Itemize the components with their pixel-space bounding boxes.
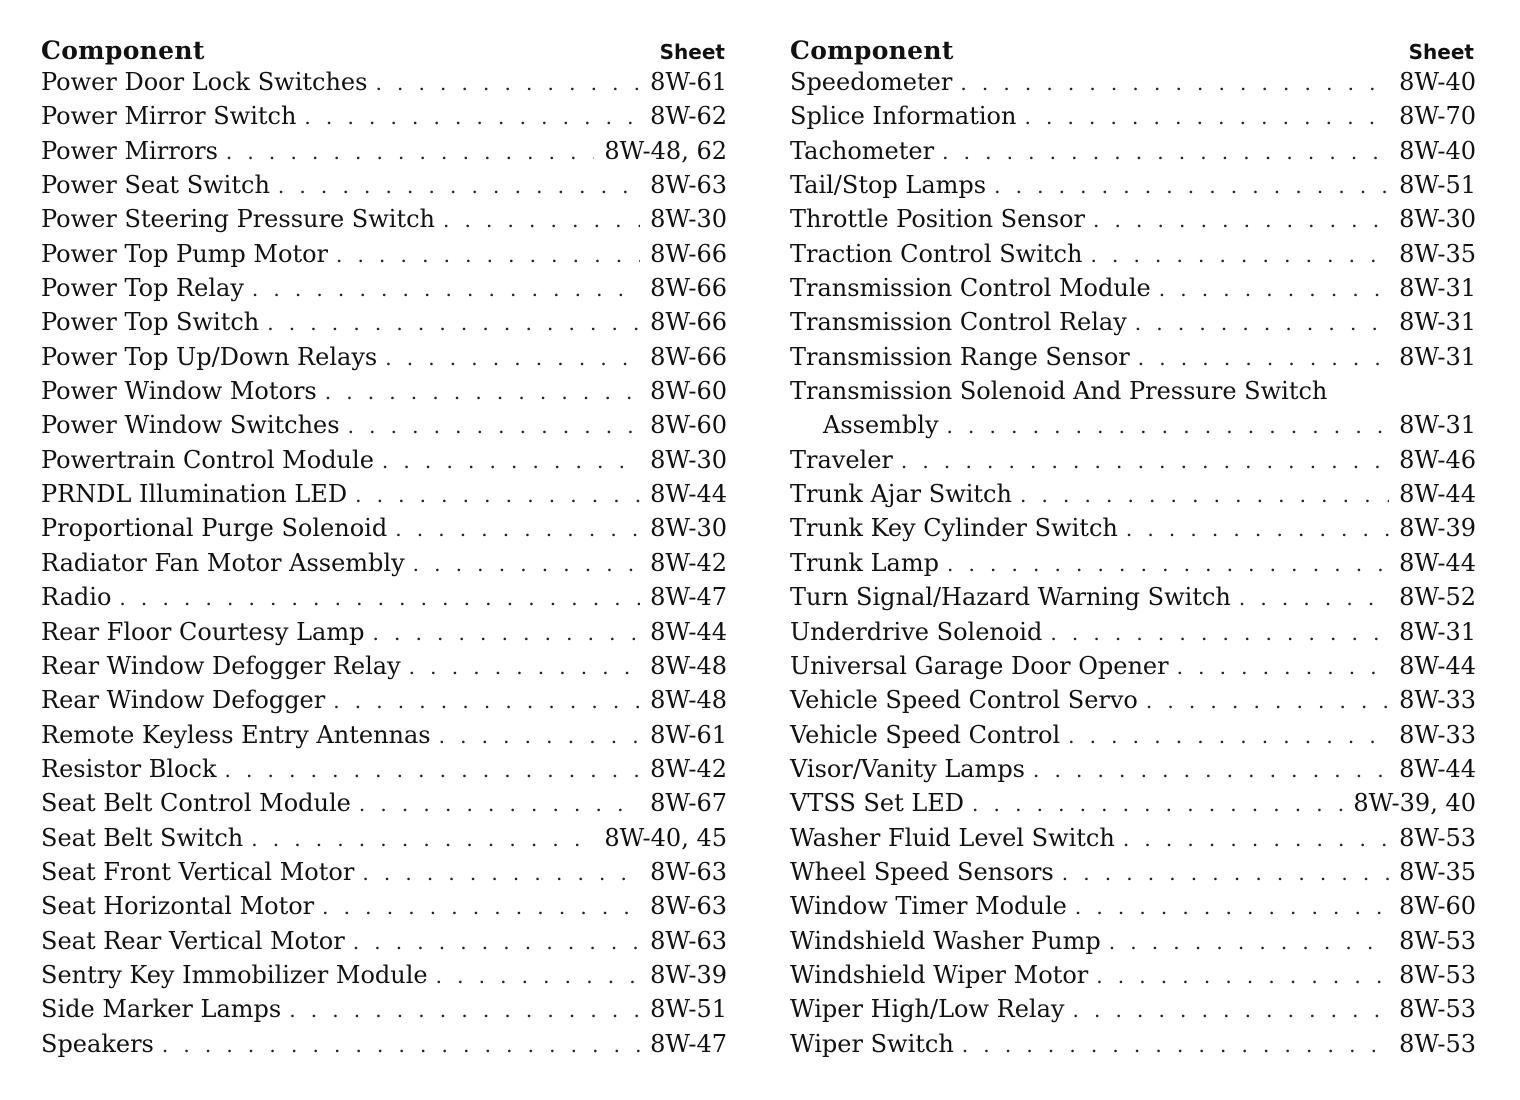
component-header: Component (41, 36, 205, 65)
component-entry (790, 755, 1476, 789)
sheet-number: 8W-31 (1399, 617, 1476, 646)
component-name: Rear Window Defogger (41, 686, 326, 715)
component-entry (790, 240, 1476, 274)
component-entry (41, 446, 727, 480)
sheet-number: 8W-63 (650, 857, 727, 886)
component-entry (790, 858, 1476, 892)
dot-leader (289, 998, 640, 1022)
component-name: Power Top Relay (41, 274, 244, 303)
component-entry (41, 137, 727, 171)
dot-leader (994, 174, 1389, 198)
sheet-number: 8W-61 (650, 68, 727, 96)
sheet-number: 8W-44 (1399, 651, 1476, 680)
dot-leader (359, 792, 640, 816)
dot-leader (333, 689, 640, 713)
dot-leader (375, 71, 640, 95)
sheet-number: 8W-53 (1399, 960, 1476, 989)
component-entry (790, 892, 1476, 926)
component-name: Underdrive Solenoid (790, 617, 1043, 646)
component-entry (790, 68, 1476, 102)
dot-leader (1090, 243, 1389, 267)
component-entry (790, 652, 1476, 686)
component-name: Transmission Control Module (790, 274, 1151, 303)
component-name: Vehicle Speed Control Servo (790, 686, 1138, 715)
component-entry (41, 652, 727, 686)
sheet-number: 8W-31 (1399, 411, 1476, 440)
dot-leader (443, 208, 640, 232)
sheet-number: 8W-47 (650, 583, 727, 612)
sheet-number: 8W-42 (650, 754, 727, 783)
component-header: Component (790, 36, 954, 65)
dot-leader (325, 380, 640, 404)
component-entry (41, 824, 727, 858)
component-name: Wheel Speed Sensors (790, 857, 1054, 886)
dot-leader (372, 621, 640, 645)
component-entry (790, 824, 1476, 858)
sheet-number: 8W-44 (1399, 754, 1476, 783)
component-entry (790, 995, 1476, 1029)
component-entry (41, 480, 727, 514)
dot-leader (1024, 105, 1389, 129)
component-name: Trunk Ajar Switch (790, 480, 1012, 509)
dot-leader (162, 1033, 640, 1057)
dot-leader (1020, 483, 1389, 507)
component-name: Seat Front Vertical Motor (41, 857, 355, 886)
component-entry (790, 343, 1476, 377)
right-column (790, 36, 1476, 1064)
component-name: Rear Window Defogger Relay (41, 651, 401, 680)
sheet-number: 8W-39 (650, 960, 727, 989)
dot-leader (362, 861, 640, 885)
sheet-number: 8W-40, 45 (604, 823, 727, 852)
left-component-list (41, 68, 727, 1064)
component-name: Trunk Key Cylinder Switch (790, 514, 1118, 543)
component-entry (41, 755, 727, 789)
component-entry (41, 205, 727, 239)
dot-leader (322, 895, 640, 919)
component-name: Splice Information (790, 102, 1017, 131)
component-entry (41, 343, 727, 377)
component-name: Sentry Key Immobilizer Module (41, 960, 428, 989)
component-entry (790, 1030, 1476, 1064)
dot-leader (395, 517, 640, 541)
sheet-number: 8W-42 (650, 548, 727, 577)
dot-leader (1075, 895, 1389, 919)
dot-leader (947, 552, 1389, 576)
component-entry (41, 274, 727, 308)
component-entry (790, 137, 1476, 171)
component-name: Power Mirrors (41, 136, 218, 165)
component-name: Speedometer (790, 68, 953, 96)
sheet-number: 8W-40 (1399, 136, 1476, 165)
dot-leader (947, 414, 1390, 438)
component-name: Powertrain Control Module (41, 445, 374, 474)
component-name: Seat Belt Switch (41, 823, 244, 852)
component-entry (790, 274, 1476, 308)
dot-leader (436, 964, 641, 988)
component-entry (41, 858, 727, 892)
left-header-row (41, 36, 727, 68)
dot-leader (353, 930, 640, 954)
sheet-number: 8W-66 (650, 239, 727, 268)
component-name: Traction Control Switch (790, 239, 1083, 268)
sheet-number: 8W-35 (1399, 239, 1476, 268)
component-entry (790, 583, 1476, 617)
sheet-number: 8W-31 (1399, 308, 1476, 337)
sheet-number: 8W-39, 40 (1353, 789, 1476, 818)
sheet-number: 8W-33 (1399, 686, 1476, 715)
sheet-number: 8W-53 (1399, 926, 1476, 955)
component-entry (41, 68, 727, 102)
sheet-number: 8W-44 (1399, 480, 1476, 509)
sheet-number: 8W-66 (650, 342, 727, 371)
dot-leader (355, 483, 640, 507)
component-name: Traveler (790, 445, 893, 474)
sheet-number: 8W-60 (1399, 892, 1476, 921)
sheet-number: 8W-30 (650, 445, 727, 474)
component-entry (41, 171, 727, 205)
dot-leader (960, 71, 1389, 95)
component-entry (790, 549, 1476, 583)
dot-leader (1146, 689, 1389, 713)
component-name: Speakers (41, 1029, 154, 1058)
component-name: Wiper High/Low Relay (790, 995, 1065, 1024)
sheet-number: 8W-51 (1399, 171, 1476, 200)
component-name: Power Steering Pressure Switch (41, 205, 435, 234)
component-entry (41, 995, 727, 1029)
dot-leader (1177, 655, 1390, 679)
component-name: Universal Garage Door Opener (790, 651, 1169, 680)
component-entry (41, 308, 727, 342)
sheet-number: 8W-48 (650, 651, 727, 680)
component-entry (790, 205, 1476, 239)
dot-leader (348, 414, 641, 438)
dot-leader (942, 140, 1389, 164)
component-name: Visor/Vanity Lamps (790, 754, 1025, 783)
component-entry (790, 102, 1476, 136)
component-entry (41, 789, 727, 823)
sheet-number: 8W-60 (650, 377, 727, 406)
component-name: Tachometer (790, 136, 935, 165)
sheet-number: 8W-35 (1399, 857, 1476, 886)
sheet-number: 8W-66 (650, 308, 727, 337)
component-name: Seat Belt Control Module (41, 789, 351, 818)
sheet-number: 8W-70 (1399, 102, 1476, 131)
component-entry (41, 514, 727, 548)
component-entry (41, 377, 727, 411)
dot-leader (226, 140, 594, 164)
dot-leader (1123, 827, 1389, 851)
component-entry (790, 514, 1476, 548)
component-name: Window Timer Module (790, 892, 1067, 921)
sheet-number: 8W-31 (1399, 274, 1476, 303)
component-name: PRNDL Illumination LED (41, 480, 348, 509)
sheet-number: 8W-53 (1399, 823, 1476, 852)
component-entry (790, 446, 1476, 480)
component-name: Proportional Purge Solenoid (41, 514, 388, 543)
component-name: Remote Keyless Entry Antennas (41, 720, 431, 749)
dot-leader (1062, 861, 1389, 885)
component-entry (790, 789, 1476, 823)
sheet-number: 8W-63 (650, 926, 727, 955)
component-entry (41, 892, 727, 926)
component-name: Power Top Pump Motor (41, 239, 329, 268)
dot-leader (439, 724, 641, 748)
component-name: Radiator Fan Motor Assembly (41, 548, 405, 577)
sheet-number: 8W-52 (1399, 583, 1476, 612)
left-column (41, 36, 727, 1064)
component-name: Tail/Stop Lamps (790, 171, 987, 200)
component-name: Windshield Washer Pump (790, 926, 1101, 955)
component-name: Resistor Block (41, 754, 217, 783)
component-name: Power Door Lock Switches (41, 68, 368, 96)
dot-leader (1109, 930, 1389, 954)
component-name: Radio (41, 583, 112, 612)
component-name: Transmission Range Sensor (790, 342, 1130, 371)
dot-leader (1138, 346, 1389, 370)
component-name: Power Top Switch (41, 308, 260, 337)
component-entry (41, 927, 727, 961)
dot-leader (1096, 964, 1389, 988)
component-entry (790, 171, 1476, 205)
sheet-number: 8W-30 (650, 205, 727, 234)
component-entry (41, 686, 727, 720)
sheet-number: 8W-53 (1399, 1029, 1476, 1058)
sheet-number: 8W-66 (650, 274, 727, 303)
component-entry (41, 411, 727, 445)
component-name: Vehicle Speed Control (790, 720, 1061, 749)
dot-leader (382, 449, 640, 473)
component-entry (790, 480, 1476, 514)
component-entry (790, 721, 1476, 755)
sheet-number: 8W-63 (650, 892, 727, 921)
component-entry (790, 411, 1476, 445)
dot-leader (1135, 311, 1389, 335)
component-name: Rear Floor Courtesy Lamp (41, 617, 365, 646)
dot-leader (1072, 998, 1389, 1022)
sheet-number: 8W-31 (1399, 342, 1476, 371)
sheet-number: 8W-40 (1399, 68, 1476, 96)
component-name: Power Top Up/Down Relays (41, 342, 378, 371)
component-entry (41, 549, 727, 583)
sheet-number: 8W-47 (650, 1029, 727, 1058)
dot-leader (1033, 758, 1389, 782)
sheet-number: 8W-48 (650, 686, 727, 715)
component-entry (790, 308, 1476, 342)
right-component-list (790, 68, 1476, 1064)
component-entry (790, 961, 1476, 995)
dot-leader (119, 586, 640, 610)
component-name: Throttle Position Sensor (790, 205, 1085, 234)
component-name: Seat Rear Vertical Motor (41, 926, 345, 955)
dot-leader (1126, 517, 1389, 541)
sheet-number: 8W-44 (650, 480, 727, 509)
component-entry (41, 961, 727, 995)
component-name: Windshield Wiper Motor (790, 960, 1089, 989)
component-name: Power Mirror Switch (41, 102, 297, 131)
dot-leader (225, 758, 641, 782)
dot-leader (972, 792, 1343, 816)
component-name: Trunk Lamp (790, 548, 939, 577)
sheet-number: 8W-48, 62 (604, 136, 727, 165)
sheet-header: Sheet (659, 40, 725, 64)
component-name: Power Window Switches (41, 411, 340, 440)
dot-leader (252, 277, 640, 301)
component-entry (41, 1030, 727, 1064)
component-entry (790, 618, 1476, 652)
dot-leader (409, 655, 640, 679)
dot-leader (413, 552, 641, 576)
dot-leader (1239, 586, 1389, 610)
dot-leader (251, 827, 594, 851)
component-name: Wiper Switch (790, 1029, 954, 1058)
sheet-number: 8W-44 (1399, 548, 1476, 577)
sheet-number: 8W-44 (650, 617, 727, 646)
dot-leader (336, 243, 640, 267)
sheet-number: 8W-67 (650, 789, 727, 818)
dot-leader (962, 1033, 1389, 1057)
dot-leader (1068, 724, 1389, 748)
sheet-number: 8W-33 (1399, 720, 1476, 749)
sheet-number: 8W-46 (1399, 445, 1476, 474)
sheet-number: 8W-61 (650, 720, 727, 749)
sheet-number: 8W-30 (1399, 205, 1476, 234)
dot-leader (1093, 208, 1389, 232)
dot-leader (901, 449, 1389, 473)
component-entry (41, 583, 727, 617)
dot-leader (267, 311, 640, 335)
dot-leader (304, 105, 640, 129)
sheet-number: 8W-39 (1399, 514, 1476, 543)
sheet-number: 8W-53 (1399, 995, 1476, 1024)
component-entry (790, 927, 1476, 961)
component-name: Side Marker Lamps (41, 995, 282, 1024)
dot-leader (278, 174, 640, 198)
component-name: Turn Signal/Hazard Warning Switch (790, 583, 1231, 612)
component-entry (790, 377, 1476, 411)
sheet-number: 8W-63 (650, 171, 727, 200)
sheet-number: 8W-62 (650, 102, 727, 131)
component-name: VTSS Set LED (790, 789, 965, 818)
component-entry (41, 240, 727, 274)
component-name: Assembly (823, 411, 939, 440)
sheet-header: Sheet (1408, 40, 1474, 64)
component-name: Power Seat Switch (41, 171, 270, 200)
component-name: Washer Fluid Level Switch (790, 823, 1115, 852)
dot-leader (1050, 621, 1389, 645)
component-name: Power Window Motors (41, 377, 317, 406)
component-name: Transmission Solenoid And Pressure Switch (790, 377, 1328, 406)
component-entry (41, 618, 727, 652)
component-entry (41, 721, 727, 755)
dot-leader (385, 346, 640, 370)
component-name: Transmission Control Relay (790, 308, 1127, 337)
sheet-number: 8W-30 (650, 514, 727, 543)
sheet-number: 8W-60 (650, 411, 727, 440)
component-entry (41, 102, 727, 136)
component-name: Seat Horizontal Motor (41, 892, 315, 921)
sheet-number: 8W-51 (650, 995, 727, 1024)
component-entry (790, 686, 1476, 720)
dot-leader (1159, 277, 1389, 301)
right-header-row (790, 36, 1476, 68)
